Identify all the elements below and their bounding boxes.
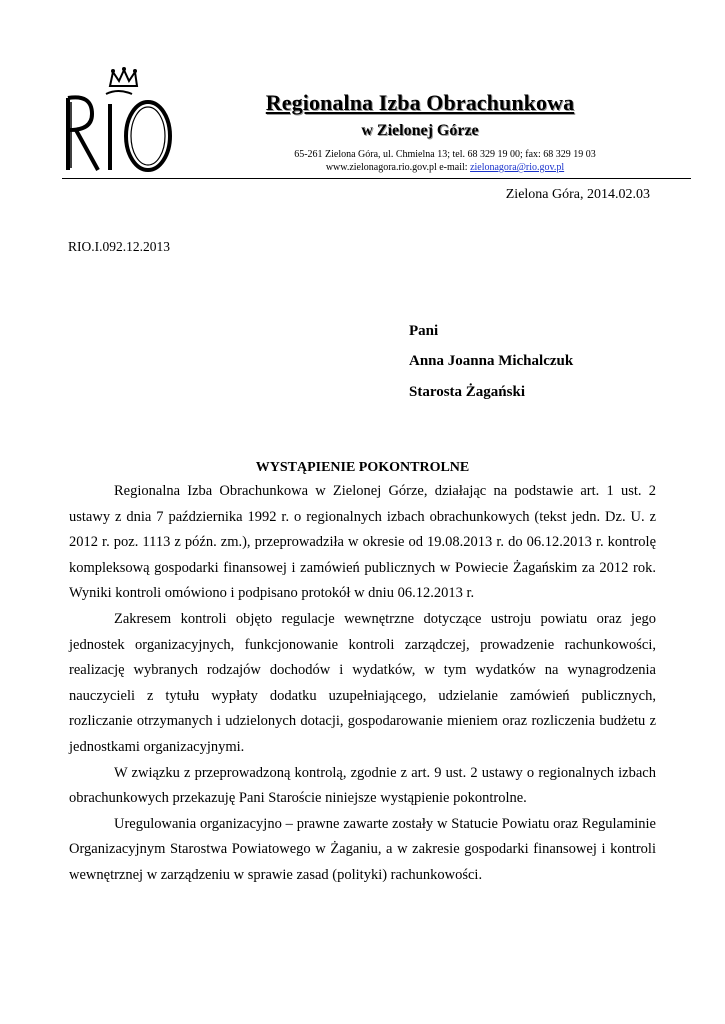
institution-subtitle: w Zielonej Górze — [361, 122, 479, 139]
letter-date: Zielona Góra, 2014.02.03 — [505, 187, 650, 202]
recipient-name: Anna Joanna Michalczuk — [409, 353, 574, 369]
body-paragraph: Uregulowania organizacyjno – prawne zawarte zostały w Statucie Powiatu oraz Regulaminie Organizacyjnym Starostwa Powiatowego w Żaganiu, a w zakresie gospodarki finansowej i kontroli wewnętrznej w zarządzeniu w sprawie zasad (polityki) rachunkowości. — [69, 815, 656, 883]
email-link[interactable]: zielonagora@rio.gov.pl — [470, 162, 565, 173]
svg-text:RIO: RIO — [62, 64, 64, 65]
rio-logo-icon — [62, 64, 182, 184]
institution-address: 65-261 Zielona Góra, ul. Chmielna 13; tel. 68 329 19 00; fax: 68 329 19 03 — [294, 149, 596, 160]
body-paragraph: W związku z przeprowadzoną kontrolą, zgodnie z art. 9 ust. 2 ustawy o regionalnych izbach obrachunkowych przekazuję Pani Staroście niniejsze wystąpienie pokontrolne. — [69, 764, 656, 807]
body-paragraph: Regionalna Izba Obrachunkowa w Zielonej Górze, działając na podstawie art. 1 ust. 2 ustawy z dnia 7 października 1992 r. o regionalnych izbach obrachunkowych (tekst jedn. Dz. U. z 2012 r. poz. 1113 z późn. zm.), przeprowadziła w okresie od 19.08.2013 r. do 06.12.2013 r. kontrolę kompleksową gospodarki finansowej i zamówień publicznych w Powiecie Żagańskim za 2012 rok. Wyniki kontroli omówiono i podpisano protokół w dniu 06.12.2013 r. — [69, 483, 656, 602]
header-divider — [62, 178, 691, 179]
recipient-salutation: Pani — [409, 323, 439, 339]
reference-number: RIO.I.092.12.2013 — [68, 239, 170, 254]
institution-title: Regionalna Izba Obrachunkowa — [265, 90, 575, 115]
email-label: e-mail: — [439, 162, 468, 173]
institution-contact — [200, 162, 690, 173]
document-heading: WYSTĄPIENIE POKONTROLNE — [255, 460, 470, 475]
recipient-title: Starosta Żagański — [409, 384, 526, 400]
letter-body — [69, 479, 656, 889]
website-text: www.zielonagora.rio.gov.pl — [325, 162, 437, 173]
body-paragraph: Zakresem kontroli objęto regulacje wewnętrzne dotyczące ustroju powiatu oraz jego jednostek organizacyjnych, funkcjonowanie kontroli zarządczej, prowadzenie rachunkowości, realizację wybranych rodzajów dochodów i wydatków, w tym wydatków na wynagrodzenia nauczycieli z tytułu wypłaty dodatku uzupełniającego, udzielanie zamówień publicznych, rozliczanie otrzymanych i udzielonych dotacji, gospodarowanie mieniem oraz rozliczenia budżetu z jednostkami organizacyjnymi. — [69, 610, 656, 755]
